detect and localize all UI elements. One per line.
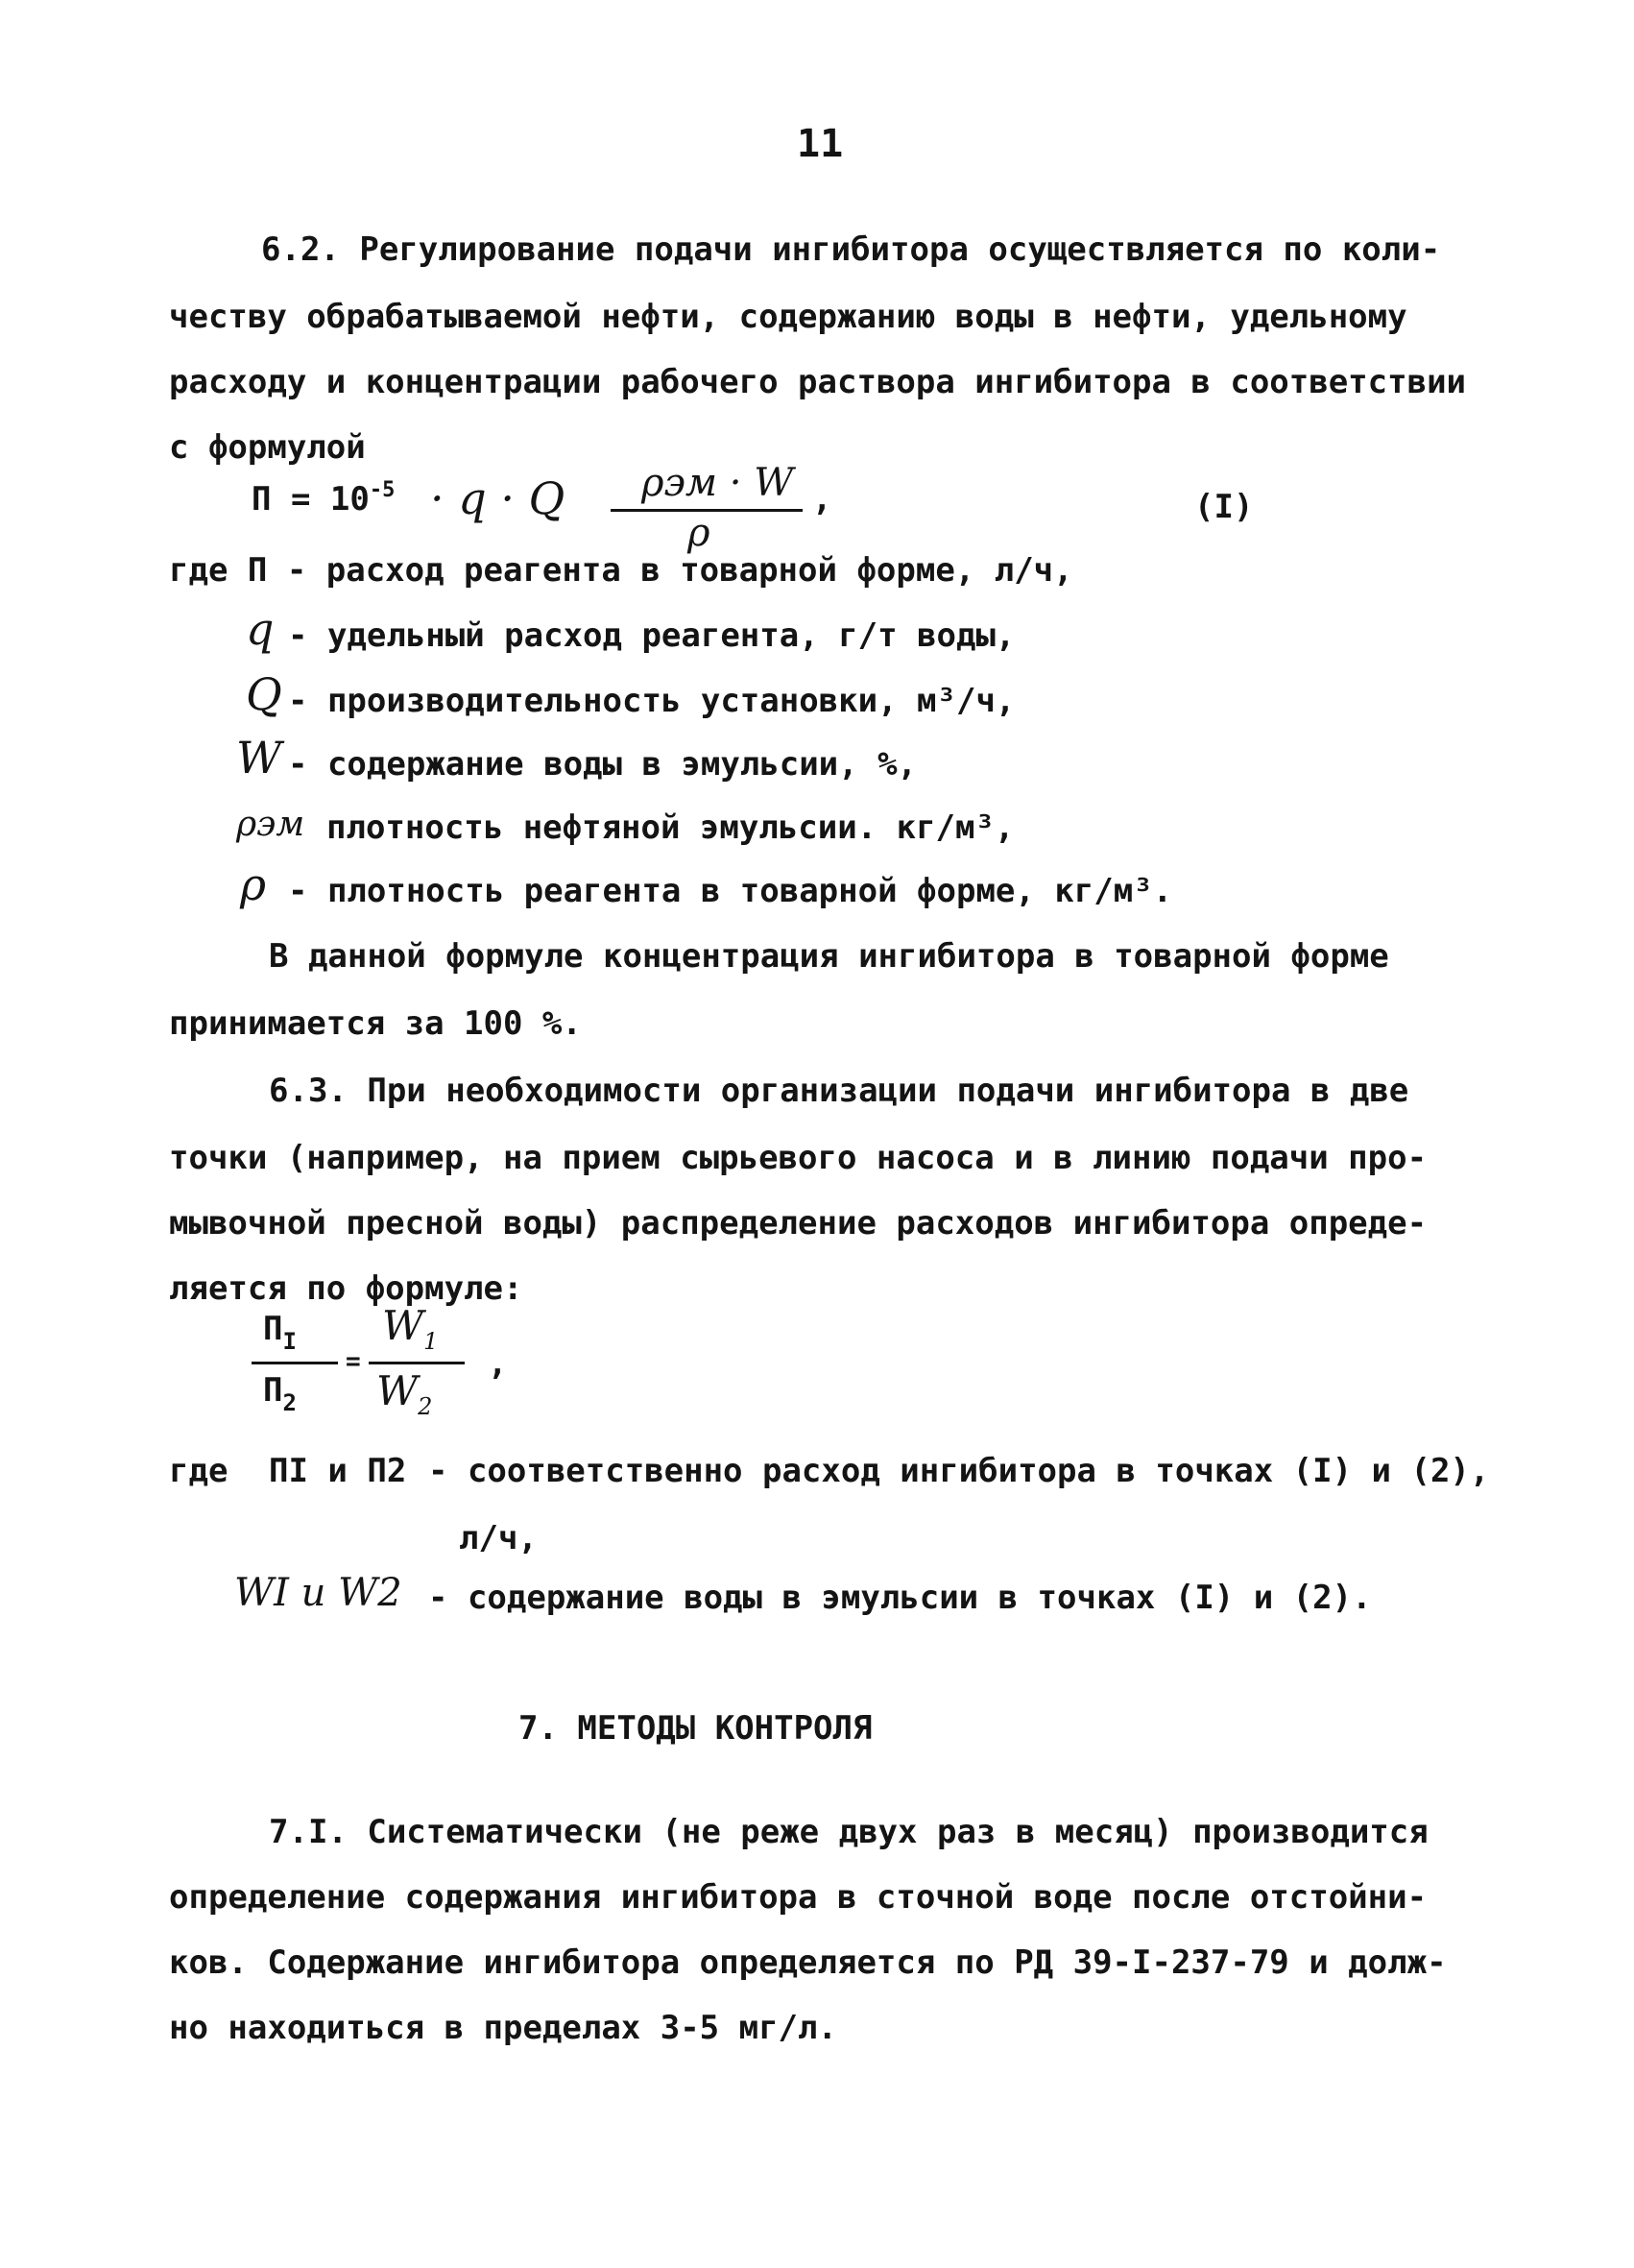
legend-1-text-rho: - плотность реагента в товарной форме, кг/м³. [288, 872, 1173, 910]
legend-1-text-Q: - производительность установки, м³/ч, [288, 682, 1016, 720]
formula-1-numerator: ρэм · W [641, 461, 794, 505]
formula-2-left-denominator: $П_2$ [263, 1371, 297, 1416]
formula-1-factors: · q · Q [430, 472, 565, 524]
section-6-2-line-2: честву обрабатываемой нефти, содержанию воды в нефти, удельному [169, 298, 1407, 336]
legend-1-intro: где П - расход реагента в товарной форме, л/ч, [169, 551, 1073, 590]
legend-1-text-rho-em: плотность нефтяной эмульсии. кг/м³, [326, 808, 1015, 847]
legend-2-p-symbols: ПI и П2 [269, 1452, 407, 1490]
section-6-3-line-2: точки (например, на прием сырьевого насоса и в линию подачи про- [169, 1139, 1428, 1177]
formula-2-equals: = [346, 1347, 361, 1376]
formula-2-right-fraction-bar [369, 1362, 465, 1364]
legend-1-text-W: - содержание воды в эмульсии, %, [288, 745, 918, 784]
legend-1-symbol-q: q [246, 603, 275, 655]
legend-1-text-q: - удельный расход реагента, г/т воды, [288, 616, 1016, 655]
legend-1-symbol-Q: Q [246, 668, 282, 720]
legend-2-p-units: л/ч, [459, 1519, 538, 1557]
section-6-3-line-4: ляется по формуле: [169, 1269, 523, 1308]
section-6-3-line-3: мывочной пресной воды) распределение расходов ингибитора опреде- [169, 1204, 1428, 1243]
section-7-line-3: ков. Содержание ингибитора определяется по РД 39-I-237-79 и долж- [169, 1943, 1447, 1982]
page-number: 11 [797, 122, 844, 166]
legend-2-w-symbols: WI и W2 [234, 1571, 402, 1615]
formula-2-left-fraction-bar [252, 1362, 338, 1364]
formula-2-left-numerator: $П_I$ [263, 1310, 297, 1355]
section-7-line-2: определение содержания ингибитора в сточной воде после отстойни- [169, 1878, 1428, 1917]
formula-2-right-denominator: $W_2$ [376, 1367, 433, 1420]
legend-1-symbol-W: W [236, 732, 282, 784]
section-7-line-4: но находиться в пределах 3-5 мг/л. [169, 2009, 837, 2047]
section-6-2-line-1: 6.2. Регулирование подачи ингибитора осуществляется по коли- [261, 230, 1441, 269]
formula-1-denominator: ρ [687, 511, 710, 555]
formula-2-comma: , [488, 1344, 508, 1383]
formula-1-lhs: $П = 10^{-5}$ [252, 478, 396, 519]
section-6-2-line-4: с формулой [169, 428, 366, 467]
formula-1-comma: , [812, 480, 832, 519]
section-7-heading: 7. МЕТОДЫ КОНТРОЛЯ [518, 1709, 873, 1748]
note-line-1: В данной формуле концентрация ингибитора в товарной форме [269, 937, 1389, 976]
section-6-3-line-1: 6.3. При необходимости организации подачи ингибитора в две [269, 1072, 1409, 1110]
legend-2-w-text: - содержание воды в эмульсии в точках (I) и (2). [428, 1579, 1372, 1617]
section-6-2-line-3: расходу и концентрации рабочего раствора ингибитора в соответствии [169, 363, 1467, 401]
legend-1-symbol-rho-em: ρэм [236, 805, 305, 844]
legend-1-symbol-rho: ρ [240, 858, 267, 910]
legend-2-p-text: - соответственно расход ингибитора в точках (I) и (2), [428, 1452, 1490, 1490]
formula-1-number: (I) [1194, 488, 1254, 526]
note-line-2: принимается за 100 %. [169, 1004, 582, 1043]
section-7-line-1: 7.I. Систематически (не реже двух раз в месяц) производится [269, 1813, 1429, 1851]
legend-2-where: где [169, 1452, 228, 1490]
formula-2-right-numerator: $W_1$ [382, 1302, 439, 1355]
